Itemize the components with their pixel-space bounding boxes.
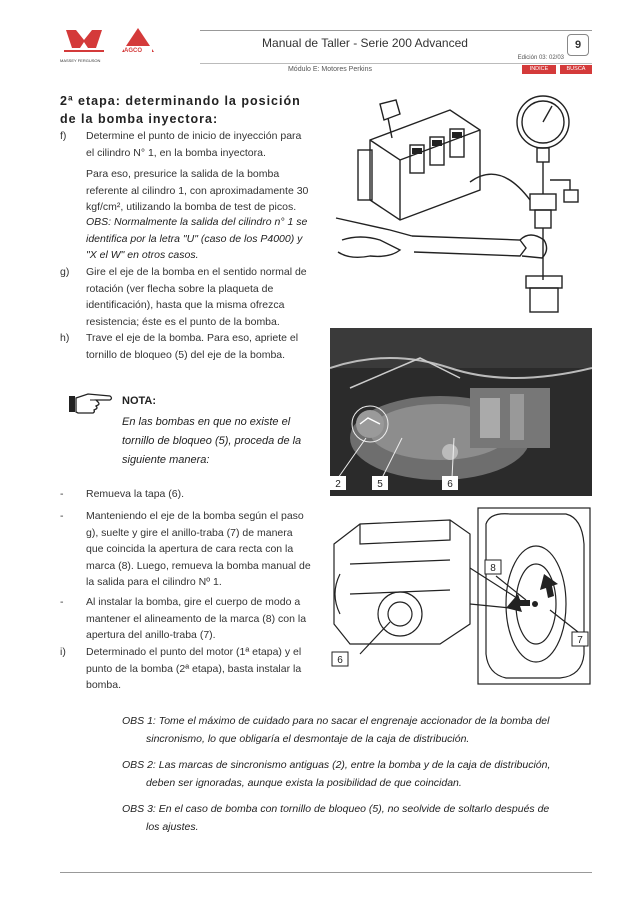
edition-label: Edición 03: 02/03 bbox=[517, 55, 564, 61]
dash-3-label: - bbox=[60, 596, 64, 608]
callout-6-bottom: 6 bbox=[337, 655, 343, 666]
dash-2-label: - bbox=[60, 510, 64, 522]
header-rule-mid bbox=[200, 63, 592, 64]
nota-title: NOTA: bbox=[122, 395, 157, 407]
obs-2-text: OBS 2: Las marcas de sincronismo antiguas (2), entre la bomba y de la caja de distribución, deben ser ignoradas, aunque exista la posibilidad de que coincidan. bbox=[122, 759, 551, 789]
obs-1-text: OBS 1: Tome el máximo de cuidado para no sacar el engrenaje accionador de la bomba del sincronismo, lo que obligaría el desmontaje de la caja de distribución. bbox=[122, 715, 550, 745]
pointing-hand-icon bbox=[68, 390, 114, 416]
logo-agco-text: AGCO bbox=[124, 48, 142, 54]
dash-2-text: Manteniendo el eje de la bomba según el paso g), suelte y gire el anillo-traba (7) de manera que coincida la apertura de cara recta con la marca (8). Luego, remueva la bomba manual de la salida para el cilindro Nº 1. bbox=[86, 510, 311, 588]
footer-rule bbox=[60, 872, 592, 873]
indice-button[interactable]: INDICE bbox=[522, 65, 556, 74]
step-g-label: g) bbox=[60, 266, 70, 278]
page-header bbox=[0, 0, 638, 80]
step-i-label: i) bbox=[60, 646, 66, 658]
callout-2: 2 bbox=[335, 479, 341, 490]
pump-photo-graphic bbox=[330, 328, 592, 496]
callout-8: 8 bbox=[490, 563, 496, 574]
step-i-text: Determinado el punto del motor (1ª etapa) y el punto de la bomba (2ª etapa), basta instalar la bomba. bbox=[86, 646, 302, 691]
pump-test-illustration bbox=[330, 90, 592, 328]
manual-title: Manual de Taller - Serie 200 Advanced bbox=[262, 36, 468, 50]
callout-7: 7 bbox=[577, 635, 583, 646]
obs-3-text: OBS 3: En el caso de bomba con tornillo de bloqueo (5), no seolvide de soltarlo después de los ajustes. bbox=[122, 803, 550, 833]
dash-3-text: Al instalar la bomba, gire el cuerpo de modo a mantener el alineamento de la marca (8) con la apertura del anillo-traba (7). bbox=[86, 596, 307, 641]
nota-text: En las bombas en que no existe el tornillo de bloqueo (5), proceda de la siguiente manera: bbox=[122, 416, 302, 466]
pump-photo bbox=[330, 328, 592, 496]
step-h-text: Trave el eje de la bomba. Para eso, apriete el tornillo de bloqueo (5) del eje de la bomba. bbox=[86, 332, 299, 361]
dash-1-text: Remueva la tapa (6). bbox=[86, 488, 185, 500]
step-f-text: Determine el punto de inicio de inyección para el cilindro N° 1, en la bomba inyectora. bbox=[86, 130, 302, 159]
busca-button[interactable]: BUSCA bbox=[560, 65, 592, 74]
module-label: Módulo E: Motores Perkins bbox=[287, 66, 373, 73]
callout-5: 5 bbox=[377, 479, 383, 490]
callout-6: 6 bbox=[447, 479, 453, 490]
pump-detail-illustration bbox=[330, 504, 592, 686]
dash-1-label: - bbox=[60, 488, 64, 500]
logo-mf-caption: MASSEY FERGUSON bbox=[60, 58, 101, 63]
step-f-para: Para eso, presurice la salida de la bomba referente al cilindro 1, con aproximadamente 30 kgf/cm², utilizando la bomba de test de picos. bbox=[86, 168, 309, 213]
step-g-text: Gire el eje de la bomba en el sentido normal de rotación (ver flecha sobre la plaqueta de identificación), hasta que la misma ofrezca resistencia; éste es el punto de la bomba. bbox=[86, 266, 307, 328]
page-number: 9 bbox=[567, 34, 589, 56]
header-rule-top bbox=[200, 30, 592, 31]
step-f-obs: OBS: Normalmente la salida del cilindro n° 1 se identifica por la letra "U" (caso de los P4000) y "X el W" en otros casos. bbox=[86, 216, 308, 261]
section-heading: 2ª etapa: determinando la posición de la bomba inyectora: bbox=[60, 94, 301, 126]
step-f-label: f) bbox=[60, 130, 67, 142]
step-h-label: h) bbox=[60, 332, 70, 344]
obs-3 bbox=[122, 800, 552, 836]
obs-2 bbox=[122, 756, 552, 792]
massey-ferguson-logo bbox=[62, 26, 106, 56]
obs-1 bbox=[122, 712, 552, 748]
